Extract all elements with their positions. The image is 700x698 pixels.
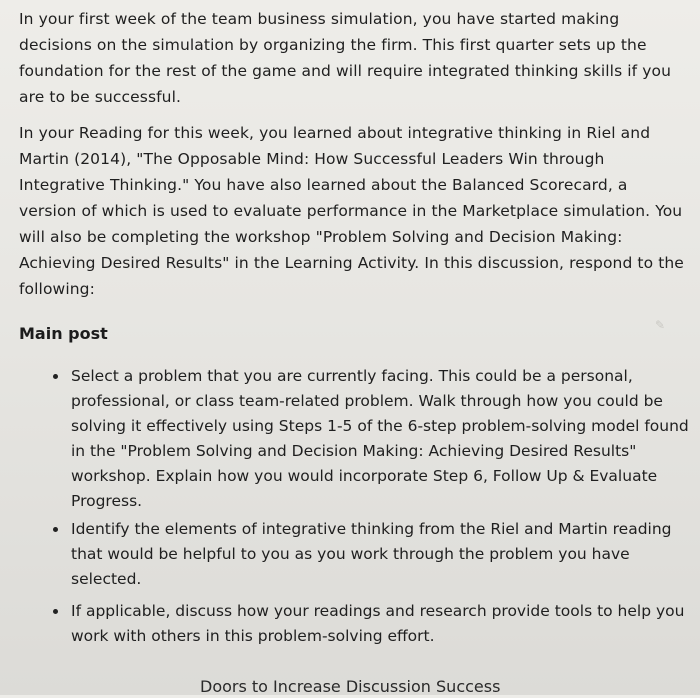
- main-post-heading: Main post: [19, 324, 108, 343]
- intro-paragraph: In your first week of the team business simulation, you have started making decisions on the simulation by organizing the firm. This first quarter sets up the foundation for the rest of the game and will require integrated thinking skills if you are to be successful.: [19, 10, 672, 106]
- bullet-icon: [53, 374, 58, 379]
- faint-mark-icon: ✎: [655, 318, 666, 332]
- bullet-icon: [53, 609, 58, 614]
- list-item: [0, 599, 700, 659]
- list-item: [0, 364, 700, 517]
- list-item: [0, 517, 700, 599]
- cutoff-heading: Doors to Increase Discussion Success: [200, 677, 501, 696]
- reading-paragraph: In your Reading for this week, you learned about integrative thinking in Riel and Martin (2014), "The Opposable Mind: How Successful Leaders Win through Integrative Thinking." You have also learned about the Balanced Scorecard, a version of which is used to evaluate performance in the Marketplace simulation. You will also be completing the workshop "Problem Solving and Decision Making: Achieving Desired Results" in the Learning Activity. In this discussion, respond to the following:: [19, 124, 684, 298]
- list-item-text: Identify the elements of integrative thinking from the Riel and Martin reading that would be helpful to you as you work through the problem you have selected.: [71, 520, 672, 588]
- bullet-icon: [53, 527, 58, 532]
- list-item-text: If applicable, discuss how your readings and research provide tools to help you work with others in this problem-solving effort.: [71, 602, 685, 645]
- list-item-text: Select a problem that you are currently facing. This could be a personal, professional, or class team-related problem. Walk through how you could be solving it effectively using Steps 1-5 of the 6-step problem-solving model found in the "Problem Solving and Decision Making: Achieving Desired Results" workshop. Explain how you would incorporate Step 6, Follow Up & Evaluate Progress.: [71, 367, 689, 510]
- main-post-list: [0, 364, 700, 659]
